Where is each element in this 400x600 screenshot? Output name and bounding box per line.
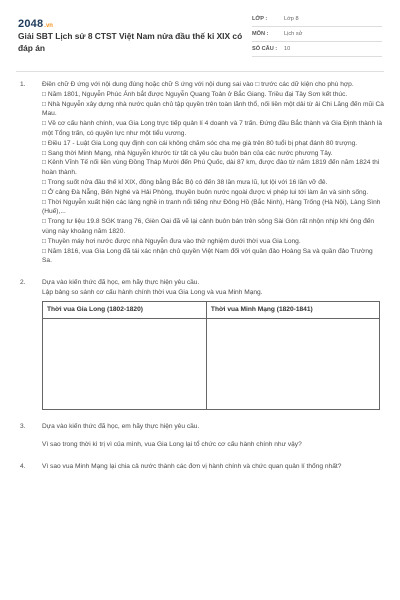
logo-suffix: .vn [44,23,53,29]
spacer [42,431,384,440]
question-prompt: Vì sao trong thời kì trị vì của mình, vua Gia Long lại tổ chức cơ cấu hành chính như vậy? [42,441,302,449]
question-prompt: Dựa vào kiến thức đã học, em hãy thực hiện yêu cầu. [42,279,200,287]
table-cell-answer[interactable] [43,318,207,409]
question-number: 3. [20,422,26,430]
statement-item: □ Sang thời Minh Mạng, nhà Nguyễn khước từ tất cả yêu cầu buôn bán của các nước phương Tây. [42,149,333,157]
question-1 [18,80,384,266]
questions-body [18,80,384,472]
question-number: 4. [20,463,26,471]
statement-item: □ Trong tư liệu 19.8 SGK trang 76, Gièn Oai đã vẽ lại cảnh buôn bán trên sông Sài Gòn rất nhộn nhịp khi ông đến vùng này khoảng năm 1820. [42,218,375,235]
statement-item: □ Nhà Nguyễn xây dựng nhà nước quân chủ tập quyền trên toàn lãnh thổ, nối liền một dải từ ải Chi Lăng đến mũi Cà Mau. [42,100,384,118]
statement-item: □ Trong suốt nửa đầu thế kỉ XIX, đồng bằng Bắc Bộ có đến 38 lần mưa lũ, lụt lội với 16 lần vỡ đê. [42,178,328,186]
meta-box [252,12,382,57]
statement-item: □ Thời Nguyễn xuất hiện các làng nghề in tranh nổi tiếng như Đông Hồ (Bắc Ninh), Hàng Trống (Hà Nội), Làng Sình (Huế),... [42,198,381,216]
question-number: 2. [20,279,26,287]
question-body [42,278,384,409]
header-divider [16,71,384,72]
statement-item: □ Năm 1801, Nguyễn Phúc Ánh bắt được Nguyễn Quang Toản ở Bắc Giang. Triều đại Tây Sơn kết thúc. [42,90,348,98]
question-prompt: Điền chữ Đ ứng với nội dung đúng hoặc chữ S ứng với nội dung sai vào □ trước các dữ kiện cho phù hợp. [42,81,354,88]
question-3 [18,422,384,451]
page-title: Giải SBT Lịch sử 8 CTST Việt Nam nửa đầu thế kỉ XIX có đáp án [18,31,243,53]
question-4 [18,462,384,472]
comparison-table [42,301,380,410]
statement-item: □ Kênh Vĩnh Tế nối liền vùng Đồng Tháp Mười đến Phú Quốc, dài 87 km, được đào từ năm 1819 đến năm 1824 thì hoàn thành. [42,159,380,177]
statement-item: □ Năm 1816, vua Gia Long đã tái xác nhận chủ quyền Việt Nam đối với quần đảo Hoàng Sa và quần đảo Trường Sa. [42,247,373,265]
table-cell-answer[interactable] [206,318,379,409]
question-body [42,80,384,266]
logo-text: 2048 [18,18,44,30]
statement-item: □ Thuyền máy hơi nước được nhà Nguyễn đưa vào thử nghiệm dưới thời vua Gia Long. [42,237,301,245]
meta-value: Lịch sử [284,31,303,37]
question-2 [18,278,384,409]
meta-label: LỚP : [252,16,268,22]
meta-value: 10 [284,46,291,52]
table-header-minh-mang: Thời vua Minh Mạng (1820-1841) [206,301,379,318]
table-row [43,318,380,409]
meta-row-subject [252,27,382,42]
meta-row-grade [252,12,382,27]
statement-item: □ Điều 17 - Luật Gia Long quy định con cái không chăm sóc cha mẹ già trên 80 tuổi bị phạt đánh 80 trượng. [42,139,358,147]
question-prompt: Dựa vào kiến thức đã học, em hãy thực hiện yêu cầu. [42,422,200,430]
question-body [42,462,384,472]
meta-value: Lớp 8 [284,16,299,22]
table-header-gia-long: Thời vua Gia Long (1802-1820) [43,301,207,318]
question-number: 1. [20,81,26,88]
table-header-row [43,301,380,318]
meta-label: MÔN : [252,31,269,37]
meta-row-count [252,42,382,57]
question-prompt: Vì sao vua Minh Mạng lại chia cả nước thành các đơn vị hành chính và chức quan quản lí thống nhất? [42,463,342,471]
statement-item: □ Về cơ cấu hành chính, vua Gia Long trực tiếp quản lí 4 doanh và 7 trấn. Đứng đầu Bắc thành và Gia Định thành là một Tổng trấn, có quyền lực như một tiểu vương. [42,120,383,137]
meta-label: SỐ CÂU : [252,46,278,52]
question-body [42,422,384,451]
statement-item: □ Ở cảng Đà Nẵng, Bến Nghé và Hải Phòng, thuyền buôn nước ngoài được vi phép lui tới làm ăn và sinh sống. [42,188,369,196]
question-prompt: Lập bảng so sánh cơ cấu hành chính thời vua Gia Long và vua Minh Mạng. [42,288,263,296]
site-logo[interactable] [18,18,53,30]
